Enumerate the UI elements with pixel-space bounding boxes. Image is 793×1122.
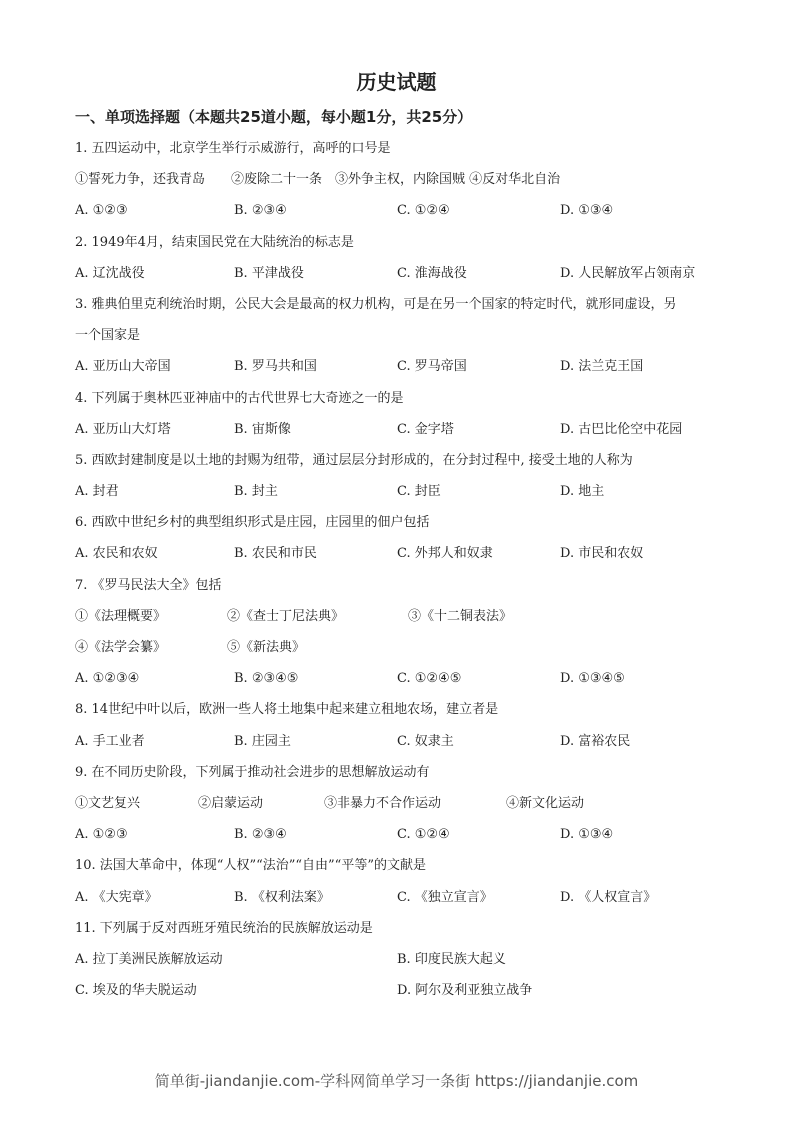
answer-option: A. 农民和农奴	[75, 546, 158, 562]
answer-option: D. ①③④⑤	[560, 671, 625, 687]
question-stem: 3. 雅典伯里克利统治时期，公民大会是最高的权力机构，可是在另一个国家的特定时代，就形同虚设，另	[75, 296, 677, 312]
question-stem: 10. 法国大革命中，体现“人权”“法治”“自由”“平等”的文献是	[75, 858, 426, 874]
question-stem: 2. 1949年4月，结束国民党在大陆统治的标志是	[75, 234, 354, 250]
answer-option: D. ①③④	[560, 203, 614, 219]
answer-option: A. 封君	[75, 484, 119, 500]
statement: ②《查士丁尼法典》	[227, 608, 345, 624]
page-title: 历史试题	[356, 70, 437, 94]
answer-option: B. ②③④	[234, 203, 287, 219]
question-stem: 8. 14世纪中叶以后，欧洲一些人将土地集中起来建立租地农场，建立者是	[75, 702, 499, 718]
answer-option: C. 外邦人和奴隶	[397, 546, 493, 562]
answer-option: A. ①②③	[75, 827, 128, 843]
answer-option: D. 富裕农民	[560, 733, 631, 749]
answer-option: B. 罗马共和国	[234, 359, 317, 375]
answer-option: C. 埃及的华夫脱运动	[75, 983, 197, 999]
options-row	[75, 730, 735, 761]
answer-option: B. 《权利法案》	[234, 889, 330, 905]
answer-option: C. ①②④	[397, 827, 450, 843]
answer-option: C. 封臣	[397, 484, 441, 500]
question-stem: 9. 在不同历史阶段，下列属于推动社会进步的思想解放运动有	[75, 764, 430, 780]
answer-option: D. 《人权宣言》	[560, 889, 657, 905]
statement: ①《法理概要》	[75, 608, 167, 624]
question-stem: 7. 《罗马民法大全》包括	[75, 577, 222, 593]
footer-watermark: 简单街-jiandanjie.com-学科网简单学习一条街 https://jiandanjie.com	[154, 1072, 639, 1090]
answer-option: B. 宙斯像	[234, 421, 291, 437]
answer-option: C. 《独立宣言》	[397, 889, 493, 905]
answer-option: B. 封主	[234, 484, 278, 500]
answer-option: D. 阿尔及利亚独立战争	[397, 983, 533, 999]
question-stem: 11. 下列属于反对西班牙殖民统治的民族解放运动是	[75, 920, 373, 936]
section-heading: 一、单项选择题（本题共25道小题，每小题1分，共25分）	[75, 108, 473, 126]
answer-option: A. ①②③	[75, 203, 128, 219]
statement-row	[75, 636, 735, 667]
answer-option: B. 庄园主	[234, 733, 291, 749]
options-row	[75, 948, 735, 979]
options-row	[75, 480, 735, 511]
answer-option: C. ①②④	[397, 203, 450, 219]
answer-option: C. 罗马帝国	[397, 359, 467, 375]
answer-option: A. ①②③④	[75, 671, 140, 687]
answer-option: A. 拉丁美洲民族解放运动	[75, 951, 223, 967]
answer-option: D. 人民解放军占领南京	[560, 265, 696, 281]
statement: ①文艺复兴	[75, 795, 141, 811]
statement: ⑤《新法典》	[227, 640, 306, 655]
question-stem: 1. 五四运动中，北京学生举行示威游行，高呼的口号是	[75, 141, 391, 156]
answer-option: B. 印度民族大起义	[397, 951, 506, 967]
options-row	[75, 667, 735, 698]
answer-option: B. 平津战役	[234, 265, 304, 281]
statement-row	[75, 792, 735, 823]
answer-option: A. 辽沈战役	[75, 265, 145, 281]
statement: ④《法学会纂》	[75, 640, 167, 655]
answer-option: C. 淮海战役	[397, 265, 467, 281]
question-list	[75, 137, 735, 1010]
statement-row: ①誓死力争，还我青岛 ②废除二十一条 ③外争主权，内除国贼 ④反对华北自治	[75, 172, 561, 188]
answer-option: D. 法兰克王国	[560, 359, 644, 375]
question-stem: 6. 西欧中世纪乡村的典型组织形式是庄园，庄园里的佃户包括	[75, 515, 430, 531]
options-row	[75, 542, 735, 573]
answer-option: D. 古巴比伦空中花园	[560, 421, 683, 437]
question-stem: 一个国家是	[75, 328, 141, 344]
statement: ③《十二铜表法》	[408, 608, 513, 624]
answer-option: D. 市民和农奴	[560, 546, 644, 562]
answer-option: B. ②③④⑤	[234, 671, 299, 687]
statement-row	[75, 605, 735, 636]
answer-option: D. 地主	[560, 484, 605, 500]
statement: ②启蒙运动	[198, 795, 264, 811]
answer-option: B. ②③④	[234, 827, 287, 843]
options-row	[75, 355, 735, 386]
answer-option: A. 亚历山大帝国	[75, 359, 171, 375]
statement: ③非暴力不合作运动	[324, 795, 442, 811]
options-row	[75, 886, 735, 917]
answer-option: C. 金字塔	[397, 421, 454, 437]
answer-option: A. 手工业者	[75, 733, 145, 749]
answer-option: C. ①②④⑤	[397, 671, 462, 687]
question-stem: 4. 下列属于奥林匹亚神庙中的古代世界七大奇迹之一的是	[75, 390, 404, 406]
answer-option: C. 奴隶主	[397, 733, 454, 749]
answer-option: A. 《大宪章》	[75, 889, 158, 905]
options-row	[75, 199, 735, 230]
answer-option: A. 亚历山大灯塔	[75, 421, 171, 437]
question-stem: 5. 西欧封建制度是以土地的封赐为纽带，通过层层分封形成的，在分封过程中, 接受土地的人称为	[75, 452, 633, 468]
answer-option: D. ①③④	[560, 827, 614, 843]
statement: ④新文化运动	[506, 795, 585, 811]
options-row	[75, 262, 735, 293]
options-row	[75, 418, 735, 449]
answer-option: B. 农民和市民	[234, 546, 317, 562]
options-row	[75, 979, 735, 1010]
options-row	[75, 823, 735, 854]
